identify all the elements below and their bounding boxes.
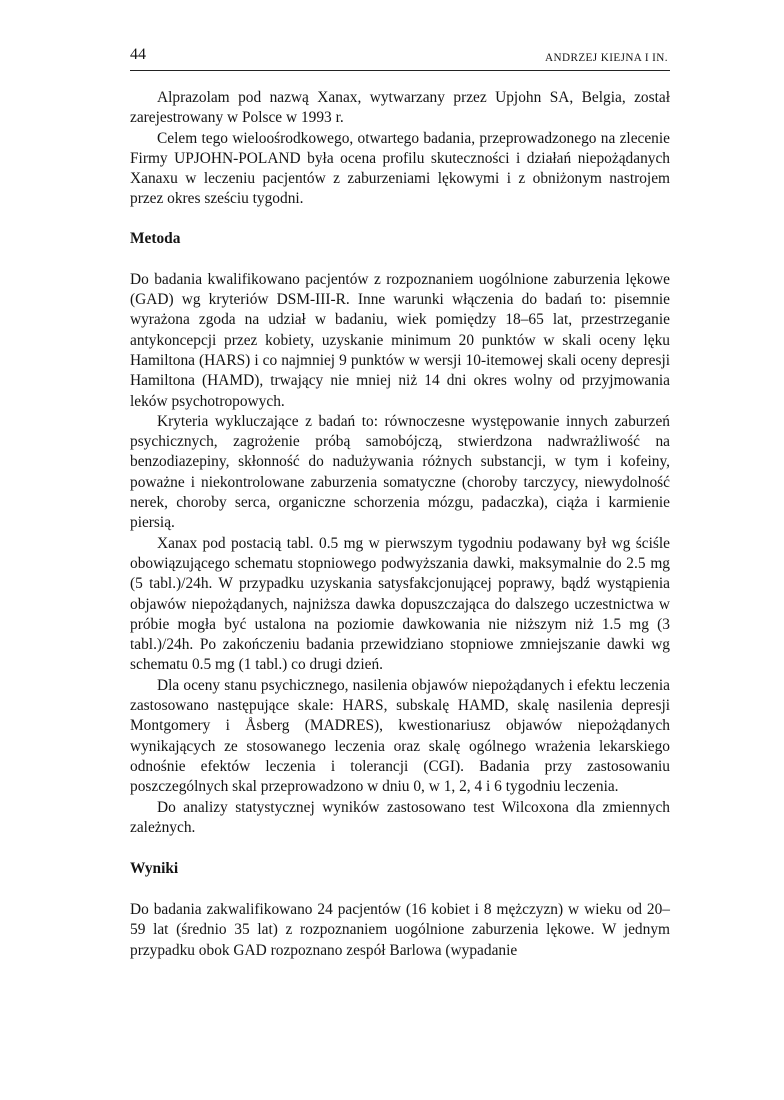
metoda-paragraph-3: Xanax pod postacią tabl. 0.5 mg w pierwszym tygodniu podawany był wg ściśle obowiązującego schematu stopniowego podwyższania dawki, maksymalnie do 2.5 mg (5 tabl.)/24h. W przypadku uzyskania satysfakcjonującej poprawy, bądź wystąpienia objawów niepożądanych, najniższa dawka dopuszczająca do dalszego uczestnictwa w próbie mogła być ustalona na poziomie dawkowania nie niższym niż 1.5 mg (3 tabl.)/24h. Po zakończeniu badania przewidziano stopniowe zmniejszanie dawki wg schematu 0.5 mg (1 tabl.) co drugi dzień.	[130, 534, 670, 674]
article-body	[130, 88, 670, 961]
journal-page	[130, 44, 670, 961]
metoda-paragraph-4: Dla oceny stanu psychicznego, nasilenia objawów niepożądanych i efektu leczenia zastosowano następujące skale: HARS, subskalę HAMD, skalę nasilenia depresji Montgomery i Åsberg (MADRES), kwestionariusz objawów niepożądanych wynikających ze stosowanego leczenia oraz skalę ogólnego wrażenia lekarskiego odnośnie efektów leczenia i tolerancji (CGI). Badania przy zastosowaniu poszczególnych skal przeprowadzono w dniu 0, w 1, 2, 4 i 6 tygodniu leczenia.	[130, 676, 670, 796]
section-heading-wyniki: Wyniki	[130, 860, 179, 878]
running-head: ANDRZEJ KIEJNA I IN.	[545, 52, 668, 64]
section-heading-metoda: Metoda	[130, 229, 181, 247]
intro-paragraph-1: Alprazolam pod nazwą Xanax, wytwarzany przez Upjohn SA, Belgia, został zarejestrowany w Polsce w 1993 r.	[130, 89, 670, 127]
metoda-paragraph-5: Do analizy statystycznej wyników zastosowano test Wilcoxona dla zmiennych zależnych.	[130, 798, 670, 836]
wyniki-paragraph-1: Do badania zakwalifikowano 24 pacjentów (16 kobiet i 8 mężczyzn) w wieku od 20–59 lat (średnio 35 lat) z rozpoznaniem uogólnione zaburzenia lękowe. W jednym przypadku obok GAD rozpoznano zespół Barlowa (wypadanie	[130, 901, 670, 959]
metoda-paragraph-2: Kryteria wykluczające z badań to: równoczesne występowanie innych zaburzeń psychicznych, zagrożenie próbą samobójczą, stwierdzona nadwrażliwość na benzodiazepiny, skłonność do nadużywania różnych substancji, w tym i kofeiny, poważne i niekontrolowane zaburzenia somatyczne (choroby tarczycy, niewydolność nerek, choroby serca, organiczne schorzenia mózgu, padaczka), ciąża i karmienie piersią.	[130, 412, 670, 532]
intro-paragraph-2: Celem tego wieloośrodkowego, otwartego badania, przeprowadzonego na zlecenie Firmy UPJOHN-POLAND była ocena profilu skuteczności i działań niepożądanych Xanaxu w leczeniu pacjentów z zaburzeniami lękowymi i z obniżonym nastrojem przez okres sześciu tygodni.	[130, 129, 670, 208]
page-number: 44	[130, 46, 146, 63]
metoda-paragraph-1: Do badania kwalifikowano pacjentów z rozpoznaniem uogólnione zaburzenia lękowe (GAD) wg kryteriów DSM-III-R. Inne warunki włączenia do badań to: pisemnie wyrażona zgoda na udział w badaniu, wiek pomiędzy 18–65 lat, przestrzeganie antykoncepcji przez kobiety, uzyskanie minimum 20 punktów w skali oceny lęku Hamiltona (HARS) i co najmniej 9 punktów w wersji 10-itemowej skali oceny depresji Hamiltona (HAMD), trwający nie mniej niż 14 dni okres wolny od przyjmowania leków psychotropowych.	[130, 270, 670, 410]
page-header	[130, 44, 670, 71]
